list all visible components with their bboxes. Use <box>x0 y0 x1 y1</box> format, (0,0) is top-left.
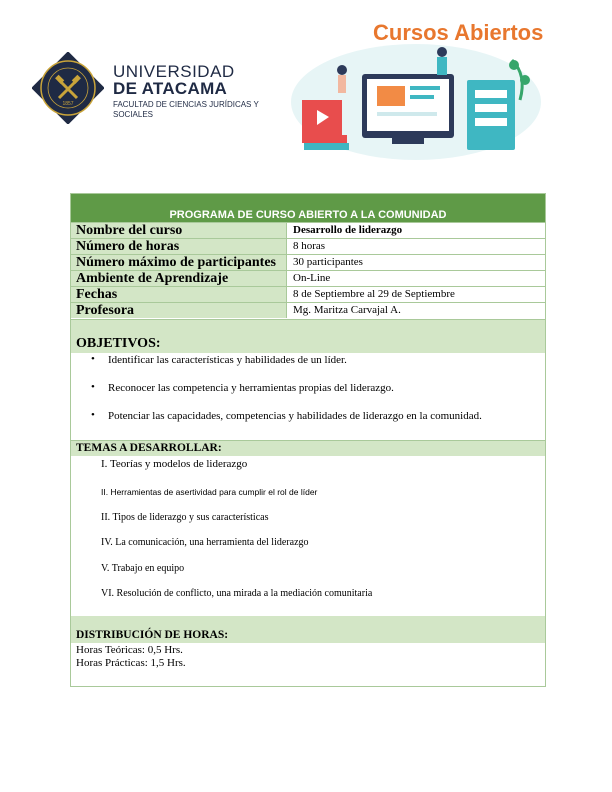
row-label: Número de horas <box>71 239 287 254</box>
education-illustration <box>282 40 550 165</box>
list-item: • Identificar las características y habilidades de un líder. <box>89 354 482 382</box>
row-value: Mg. Maritza Carvajal A. <box>293 304 401 316</box>
row-hours <box>71 238 545 254</box>
row-max-participants <box>71 254 545 270</box>
practice-hours: Horas Prácticas: 1,5 Hrs. <box>76 657 186 669</box>
row-value: 8 de Septiembre al 29 de Septiembre <box>293 288 455 300</box>
hours-distribution-heading: DISTRIBUCIÓN DE HORAS: <box>71 616 545 643</box>
university-name-line2: DE ATACAMA <box>113 79 228 98</box>
faculty-name: FACULTAD DE CIENCIAS JURÍDICAS Y SOCIALES <box>113 100 259 119</box>
row-label: Nombre del curso <box>71 223 287 238</box>
university-name-line1: UNIVERSIDAD <box>113 62 235 81</box>
list-item: IV. La comunicación, una herramienta del liderazgo <box>101 537 309 548</box>
row-value: 30 participantes <box>293 256 363 268</box>
objectives-heading: OBJETIVOS: <box>71 319 545 353</box>
list-item: II. Herramientas de asertividad para cumplir el rol de líder <box>101 487 318 497</box>
list-item: • Reconocer las competencia y herramientas propias del liderazgo. <box>89 382 482 410</box>
list-item: II. Tipos de liderazgo y sus características <box>101 512 269 523</box>
theory-hours: Horas Teóricas: 0,5 Hrs. <box>76 644 183 656</box>
row-value: 8 horas <box>293 240 326 252</box>
row-dates <box>71 286 545 302</box>
row-learning-environment <box>71 270 545 286</box>
banner-title: Cursos Abiertos <box>373 20 544 45</box>
row-label: Fechas <box>71 287 287 302</box>
row-value: On-Line <box>293 272 331 284</box>
row-professor <box>71 302 545 318</box>
row-value: Desarrollo de liderazgo <box>293 224 403 236</box>
row-label: Ambiente de Aprendizaje <box>71 271 287 286</box>
list-item: V. Trabajo en equipo <box>101 563 185 574</box>
row-course-name <box>71 222 545 238</box>
objectives-list <box>89 354 482 438</box>
svg-text:1857: 1857 <box>62 101 74 107</box>
program-title: PROGRAMA DE CURSO ABIERTO A LA COMUNIDAD <box>71 194 545 222</box>
list-item: VI. Resolución de conflicto, una mirada a la mediación comunitaria <box>101 588 373 599</box>
row-label: Profesora <box>71 303 287 318</box>
row-label: Número máximo de participantes <box>71 255 287 270</box>
list-item: I. Teorías y modelos de liderazgo <box>101 458 248 470</box>
program-table <box>70 193 546 687</box>
list-item: • Potenciar las capacidades, competencias y habilidades de liderazgo en la comunidad. <box>89 410 482 438</box>
university-logo <box>32 52 104 124</box>
topics-heading: TEMAS A DESARROLLAR: <box>71 440 545 456</box>
